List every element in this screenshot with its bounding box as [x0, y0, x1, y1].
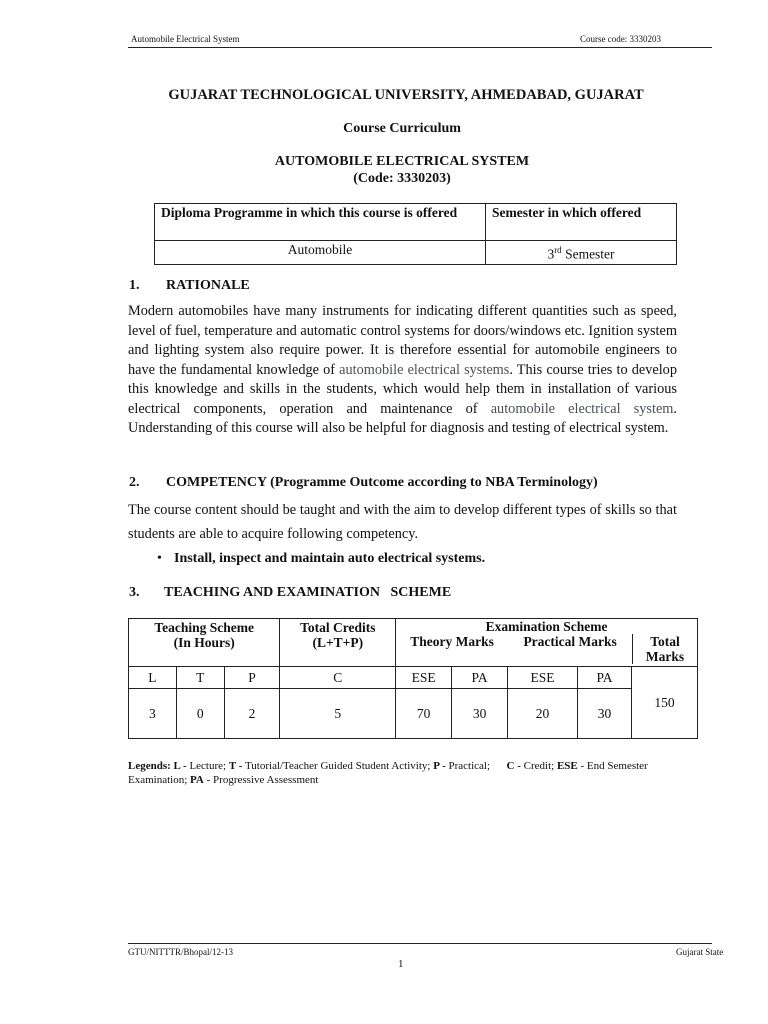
- theory-marks-label: Theory Marks: [410, 634, 494, 649]
- competency-paragraph: The course content should be taught and with the aim to develop different types of skills so that students are able to acquire following competency.: [128, 502, 677, 542]
- semester-word: Semester: [561, 246, 615, 262]
- value-p: 2: [224, 689, 280, 739]
- exam-subheaders: [396, 634, 697, 664]
- legend-l-value: Lecture;: [186, 760, 229, 772]
- value-practical-ese: 20: [508, 689, 578, 739]
- rationale-text-3: . Understanding of this course will also be helpful for diagnosis and testing of electrical system.: [128, 400, 677, 436]
- col-practical-pa: PA: [578, 667, 632, 689]
- curriculum-title: Course Curriculum: [343, 121, 461, 136]
- offer-table-semester: [486, 241, 677, 265]
- header-rule: [128, 47, 712, 48]
- legend-p-value: Practical;: [445, 760, 491, 772]
- rationale-highlight-1: automobile electrical systems: [339, 361, 510, 378]
- in-hours-label: (In Hours): [173, 635, 235, 650]
- exam-scheme-header: [396, 619, 698, 667]
- competency-heading: COMPETENCY (Programme Outcome according to NBA Terminology): [166, 475, 598, 490]
- col-theory-ese: ESE: [396, 667, 452, 689]
- exam-scheme-label: Examination Scheme: [485, 619, 608, 634]
- rationale-highlight-2: automobile electrical system: [490, 400, 674, 417]
- course-name: AUTOMOBILE ELECTRICAL SYSTEM: [274, 154, 530, 169]
- header-course-title: Automobile Electrical System: [131, 34, 240, 44]
- value-theory-ese: 70: [396, 689, 452, 739]
- offer-table-semester-header: Semester in which offered: [486, 204, 677, 241]
- footer-rule: [128, 943, 712, 944]
- scheme-table: [128, 618, 698, 739]
- legend-pa-value: - Progressive Assessment: [203, 773, 319, 786]
- offer-table-programme: Automobile: [155, 241, 486, 265]
- university-title: GUJARAT TECHNOLOGICAL UNIVERSITY, AHMEDABAD, GUJARAT: [168, 87, 644, 103]
- rationale-text-2: . This course tries to develop this knowledge and skills in the students, which would help them in installation of various electrical components, operation and maintenance of: [128, 361, 677, 417]
- course-code: (Code: 3330203): [353, 171, 451, 186]
- legend-p-key: P -: [433, 760, 446, 772]
- rationale-heading: RATIONALE: [166, 278, 250, 293]
- legend-t-key: T -: [228, 760, 243, 772]
- semester-number: 3: [547, 246, 555, 262]
- col-practical-ese: ESE: [508, 667, 578, 689]
- practical-marks-label: Practical Marks: [523, 634, 617, 649]
- value-t: 0: [176, 689, 224, 739]
- competency-bullet: Install, inspect and maintain auto electrical systems.: [174, 551, 486, 566]
- footer-right: Gujarat State: [676, 947, 724, 957]
- total-credits-header: [280, 619, 396, 667]
- legend-ese-key: ESE: [556, 760, 578, 772]
- offer-table-programme-header: Diploma Programme in which this course is offered: [155, 204, 486, 241]
- total-marks-label: Total Marks: [632, 634, 697, 664]
- value-practical-pa: 30: [578, 689, 632, 739]
- teaching-scheme-label: Teaching Scheme: [154, 620, 255, 635]
- col-p: P: [224, 667, 280, 689]
- legends: [128, 760, 688, 787]
- rationale-text-1: Modern automobiles have many instruments for indicating different quantities such as speed, level of fuel, temperature and automatic control systems for doors/windows etc. Ignition system and lighting system also require power. It is therefore essential for automobile engineers to have the fundamental knowledge of: [128, 303, 677, 378]
- legend-c-key: C -: [506, 760, 521, 772]
- offer-table: [154, 203, 677, 265]
- value-c: 5: [280, 689, 396, 739]
- col-t: T: [176, 667, 224, 689]
- total-marks-value: 150: [631, 667, 697, 739]
- col-c: C: [280, 667, 396, 689]
- ltp-label: (L+T+P): [312, 635, 364, 650]
- semester-suffix: rd: [554, 245, 562, 255]
- rationale-number: 1.: [129, 278, 140, 293]
- legend-l-key: L -: [173, 760, 187, 772]
- value-l: 3: [129, 689, 177, 739]
- teaching-scheme-header: [129, 619, 280, 667]
- value-theory-pa: 30: [452, 689, 508, 739]
- page-number: 1: [398, 958, 404, 970]
- header-course-code: Course code: 3330203: [580, 34, 661, 44]
- col-theory-pa: PA: [452, 667, 508, 689]
- legend-ese-value: - End Semester Examination;: [128, 760, 648, 786]
- scheme-heading: TEACHING AND EXAMINATION SCHEME: [164, 585, 452, 600]
- footer-left: GTU/NITTTR/Bhopal/12-13: [128, 947, 233, 957]
- legends-label: Legends:: [128, 760, 171, 772]
- bullet-icon: •: [157, 551, 162, 566]
- legend-t-value: Tutorial/Teacher Guided Student Activity;: [242, 760, 434, 772]
- col-l: L: [129, 667, 177, 689]
- rationale-paragraph: [128, 302, 677, 439]
- competency-number: 2.: [129, 475, 140, 490]
- total-credits-label: Total Credits: [300, 620, 376, 635]
- legend-c-value: Credit;: [520, 760, 557, 772]
- legend-pa-key: PA: [190, 773, 204, 786]
- scheme-number: 3.: [129, 585, 140, 600]
